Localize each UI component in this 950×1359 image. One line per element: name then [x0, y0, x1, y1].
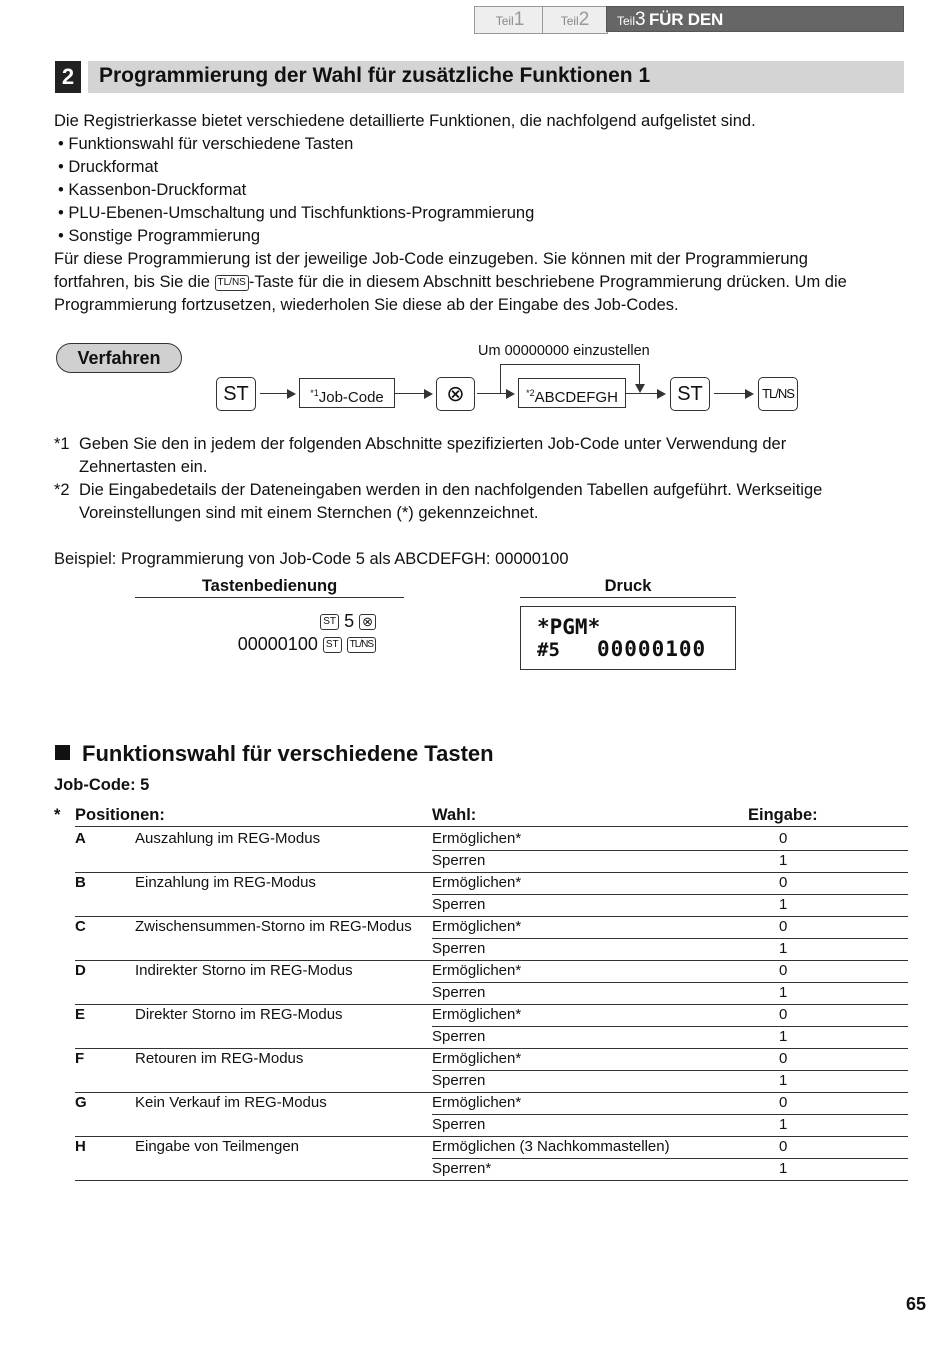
loop-label: Um 00000000 einzustellen	[478, 343, 650, 359]
option-label: Sperren	[432, 852, 486, 869]
option-value: 1	[779, 1028, 788, 1045]
section-title: Programmierung der Wahl für zusätzliche Funktionen 1	[99, 64, 651, 87]
table-row	[75, 1070, 908, 1092]
table-row	[75, 1158, 908, 1180]
flow-arrow	[260, 393, 294, 394]
tab-teil-label: Teil	[617, 14, 636, 28]
option-label: Sperren	[432, 1028, 486, 1045]
tab-number: 2	[578, 9, 590, 30]
square-bullet-icon	[55, 745, 70, 760]
option-label: Sperren*	[432, 1160, 492, 1177]
receipt-value: 00000100	[597, 637, 707, 661]
position-description: Auszahlung im REG-Modus	[135, 830, 321, 847]
intro-lead: Die Registrierkasse bietet verschiedene detaillierte Funktionen, die nachfolgend aufgelistet sind.	[54, 112, 756, 130]
row-group-rule	[75, 1180, 908, 1181]
receipt-print	[520, 606, 736, 670]
abcdefgh-label: ABCDEFGH	[534, 389, 618, 406]
intro-paragraph-line: Für diese Programmierung ist der jeweilige Job-Code einzugeben. Sie können mit der Programmierung	[54, 250, 808, 268]
subsection-title	[55, 741, 494, 767]
st-key-icon: ST	[323, 637, 342, 653]
section-number: 2	[55, 61, 81, 93]
tab-part-2[interactable]	[542, 6, 608, 34]
position-description: Kein Verkauf im REG-Modus	[135, 1094, 327, 1111]
option-label: Ermöglichen*	[432, 830, 522, 847]
tab-part-3[interactable]	[606, 6, 904, 56]
table-header-wahl: Wahl:	[432, 806, 477, 824]
option-value: 1	[779, 896, 788, 913]
intro-bullet: • Kassenbon-Druckformat	[58, 181, 247, 199]
option-value: 0	[779, 874, 788, 891]
receipt-job-code: #5	[537, 639, 560, 661]
position-letter: H	[75, 1138, 86, 1155]
table-row	[75, 982, 908, 1004]
option-label: Sperren	[432, 940, 486, 957]
table-row	[75, 894, 908, 916]
flow-arrow	[395, 393, 431, 394]
footnote-text: Die Eingabedetails der Dateneingaben werden in den nachfolgenden Tabellen aufgeführt. Werkseitige	[79, 481, 823, 499]
table-row	[75, 1114, 908, 1136]
print-column-header: Druck	[604, 577, 652, 595]
position-description: Direkter Storno im REG-Modus	[135, 1006, 343, 1023]
key-number: 00000100	[237, 634, 318, 654]
option-value: 0	[779, 1138, 788, 1155]
position-description: Eingabe von Teilmengen	[135, 1138, 300, 1155]
key-number: 5	[344, 611, 355, 631]
option-label: Sperren	[432, 1072, 486, 1089]
position-description: Einzahlung im REG-Modus	[135, 874, 316, 891]
table-row	[75, 1136, 908, 1158]
tlns-key: TL/NS	[758, 377, 798, 411]
option-value: 0	[779, 918, 788, 935]
procedure-label: Verfahren	[56, 343, 182, 373]
tab-number: 3	[635, 9, 646, 30]
abcdefgh-box	[518, 378, 626, 408]
job-code-label: Job-Code: 5	[54, 776, 150, 794]
footnote-ref: *2	[526, 388, 535, 398]
position-description: Indirekter Storno im REG-Modus	[135, 962, 353, 979]
option-value: 0	[779, 830, 788, 847]
option-value: 1	[779, 984, 788, 1001]
flow-arrow	[477, 393, 513, 394]
tab-number: 1	[513, 9, 525, 30]
table-star: *	[54, 806, 61, 824]
option-label: Sperren	[432, 984, 486, 1001]
position-letter: D	[75, 962, 86, 979]
option-value: 0	[779, 1050, 788, 1067]
footnote-mark: *1	[54, 435, 70, 453]
page-number: 65	[906, 1294, 927, 1314]
position-letter: C	[75, 918, 86, 935]
table-row	[75, 1026, 908, 1048]
tlns-key-icon: TL/NS	[215, 275, 249, 291]
option-label: Ermöglichen*	[432, 1006, 522, 1023]
intro-text: -Taste für die in diesem Abschnitt beschriebene Programmierung drücken. Um die	[248, 273, 847, 291]
option-value: 1	[779, 1116, 788, 1133]
intro-bullet: • Sonstige Programmierung	[58, 227, 261, 245]
tlns-key-icon: TL/NS	[347, 637, 376, 653]
tab-title: FÜR DEN GESCHÄFTSINHABER	[617, 10, 797, 56]
position-description: Retouren im REG-Modus	[135, 1050, 304, 1067]
st-key-icon: ST	[320, 614, 339, 630]
part-tabs	[474, 6, 906, 56]
position-letter: B	[75, 874, 86, 891]
option-label: Ermöglichen*	[432, 1050, 522, 1067]
keys-column-header: Tastenbedienung	[201, 577, 338, 595]
table-row	[75, 850, 908, 872]
position-letter: A	[75, 830, 86, 847]
table-row	[75, 828, 908, 850]
flow-arrow	[626, 393, 664, 394]
intro-bullet: • PLU-Ebenen-Umschaltung und Tischfunktions-Programmierung	[58, 204, 535, 222]
option-label: Sperren	[432, 1116, 486, 1133]
example-text: Beispiel: Programmierung von Job-Code 5 als ABCDEFGH: 00000100	[54, 550, 569, 568]
loop-arrowhead	[635, 384, 645, 393]
position-letter: G	[75, 1094, 87, 1111]
table-row	[75, 1004, 908, 1026]
job-code-box	[299, 378, 395, 408]
option-label: Sperren	[432, 896, 486, 913]
flow-arrow	[714, 393, 752, 394]
option-label: Ermöglichen (3 Nachkommastellen)	[432, 1138, 670, 1155]
key-sequence-line	[200, 611, 376, 632]
tab-teil-label: Teil	[560, 14, 579, 28]
option-value: 0	[779, 1006, 788, 1023]
job-code-label: Job-Code	[318, 389, 384, 406]
position-letter: E	[75, 1006, 86, 1023]
tab-part-1[interactable]	[474, 6, 546, 34]
table-rule	[75, 826, 908, 827]
intro-paragraph-line: Programmierung fortzusetzen, wiederholen Sie diese ab der Eingabe des Job-Codes.	[54, 296, 679, 314]
table-row	[75, 1092, 908, 1114]
st-key: ST	[670, 377, 710, 411]
table-header-eingabe: Eingabe:	[748, 806, 818, 824]
loop-line	[500, 364, 501, 394]
position-letter: F	[75, 1050, 85, 1067]
footnote-text: Voreinstellungen sind mit einem Sternchen (*) gekennzeichnet.	[79, 504, 539, 522]
option-value: 1	[779, 852, 788, 869]
intro-paragraph-line	[54, 271, 847, 294]
option-value: 1	[779, 940, 788, 957]
multiply-key-icon: ⊗	[359, 614, 376, 630]
footnote-text: Geben Sie den in jedem der folgenden Abschnitte spezifizierten Job-Code unter Verwendung der	[79, 435, 787, 453]
loop-line	[500, 364, 640, 365]
position-description: Zwischensummen-Storno im REG-Modus	[135, 918, 412, 935]
option-label: Ermöglichen*	[432, 1094, 522, 1111]
option-value: 1	[779, 1072, 788, 1089]
intro-bullet: • Funktionswahl für verschiedene Tasten	[58, 135, 354, 153]
subsection-title-text: Funktionswahl für verschiedene Tasten	[82, 741, 494, 766]
footnote-mark: *2	[54, 481, 70, 499]
intro-bullet: • Druckformat	[58, 158, 159, 176]
footnote-ref: *1	[310, 388, 319, 398]
table-header-positions: Positionen:	[75, 806, 165, 824]
table-row	[75, 938, 908, 960]
receipt-header: *PGM*	[537, 615, 601, 639]
st-key: ST	[216, 377, 256, 411]
option-label: Ermöglichen*	[432, 874, 522, 891]
key-sequence-line	[200, 634, 376, 655]
table-row	[75, 1048, 908, 1070]
footnote-text: Zehnertasten ein.	[79, 458, 208, 476]
option-label: Ermöglichen*	[432, 962, 522, 979]
multiply-key: ⊗	[436, 377, 475, 411]
option-value: 0	[779, 1094, 788, 1111]
tab-teil-label: Teil	[495, 14, 514, 28]
option-value: 1	[779, 1160, 788, 1177]
header-rule	[520, 597, 736, 598]
option-value: 0	[779, 962, 788, 979]
table-row	[75, 960, 908, 982]
intro-text: fortfahren, bis Sie die	[54, 273, 210, 291]
header-rule	[135, 597, 404, 598]
table-row	[75, 872, 908, 894]
table-row	[75, 916, 908, 938]
option-label: Ermöglichen*	[432, 918, 522, 935]
